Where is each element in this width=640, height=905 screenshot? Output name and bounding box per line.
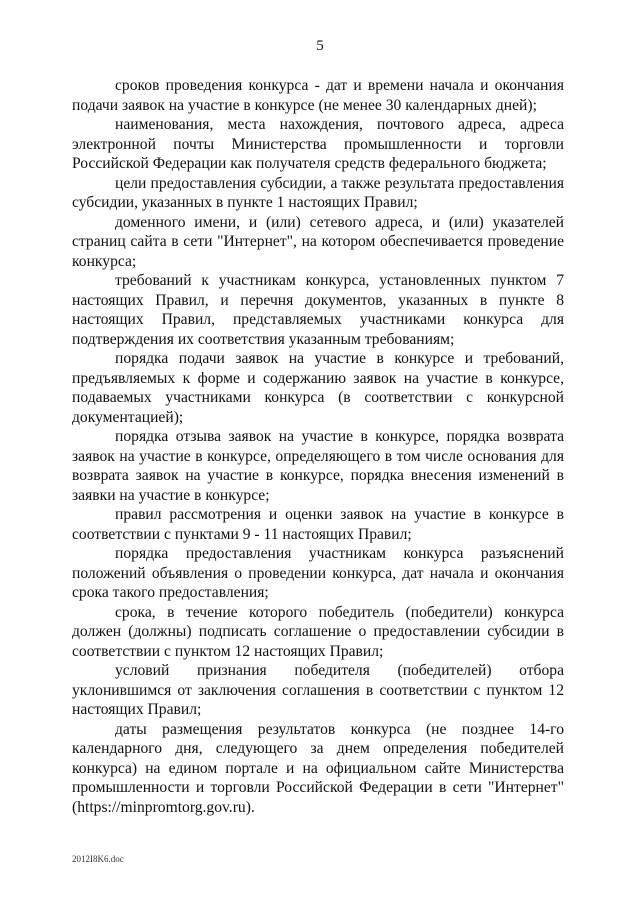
- paragraph-10: срока, в течение которого победитель (победители) конкурса должен (должны) подписать соглашение о предоставлении субсидии в соответствии с пунктом 12 настоящих Правил;: [72, 603, 564, 660]
- paragraph-2: наименования, места нахождения, почтового адреса, адреса электронной почты Министерства промышленности и торговли Российской Федерации как получателя средств федерального бюджета;: [72, 116, 564, 172]
- paragraph-1: сроков проведения конкурса - дат и времени начала и окончания подачи заявок на участие в конкурсе (не менее 30 календарных дней);: [72, 77, 564, 114]
- page-number: 5: [316, 38, 324, 54]
- paragraph-6: порядка подачи заявок на участие в конкурсе и требований, предъявляемых к форме и содержанию заявок на участие в конкурсе, подаваемых участниками конкурса (в соответствии с конкурсной документацией);: [72, 350, 564, 426]
- document-body: [72, 76, 564, 817]
- paragraph-4: доменного имени, и (или) сетевого адреса, и (или) указателей страниц сайта в сети "Интернет", на котором обеспечивается проведение конкурса;: [72, 213, 564, 270]
- paragraph-7: порядка отзыва заявок на участие в конкурсе, порядка возврата заявок на участие в конкурсе, определяющего в том числе основания для возврата заявок на участие в конкурсе, порядка внесения изменений в заявки на участие в конкурсе;: [72, 428, 564, 504]
- footer-file-code: 2012I8K6.doc: [72, 854, 124, 864]
- paragraph-12: даты размещения результатов конкурса (не позднее 14-го календарного дня, следующего за днем определения победителей конкурса) на едином портале и на официальном сайте Министерства промышленности и торговли Российской Федерации в сети "Интернет" (https://minpromtorg.gov.ru).: [72, 720, 564, 816]
- paragraph-3: цели предоставления субсидии, а также результата предоставления субсидии, указанных в пункте 1 настоящих Правил;: [72, 174, 564, 211]
- paragraph-5: требований к участникам конкурса, установленных пунктом 7 настоящих Правил, и перечня документов, указанных в пункте 8 настоящих Правил, представляемых участниками конкурса для подтверждения их соответствия указанным требованиям;: [72, 272, 564, 348]
- paragraph-9: порядка предоставления участникам конкурса разъяснений положений объявления о проведении конкурса, дат начала и окончания срока такого предоставления;: [72, 545, 564, 601]
- paragraph-8: правил рассмотрения и оценки заявок на участие в конкурсе в соответствии с пунктами 9 - 11 настоящих Правил;: [72, 506, 564, 543]
- paragraph-11: условий признания победителя (победителей) отбора уклонившимся от заключения соглашения в соответствии с пунктом 12 настоящих Правил;: [72, 662, 564, 718]
